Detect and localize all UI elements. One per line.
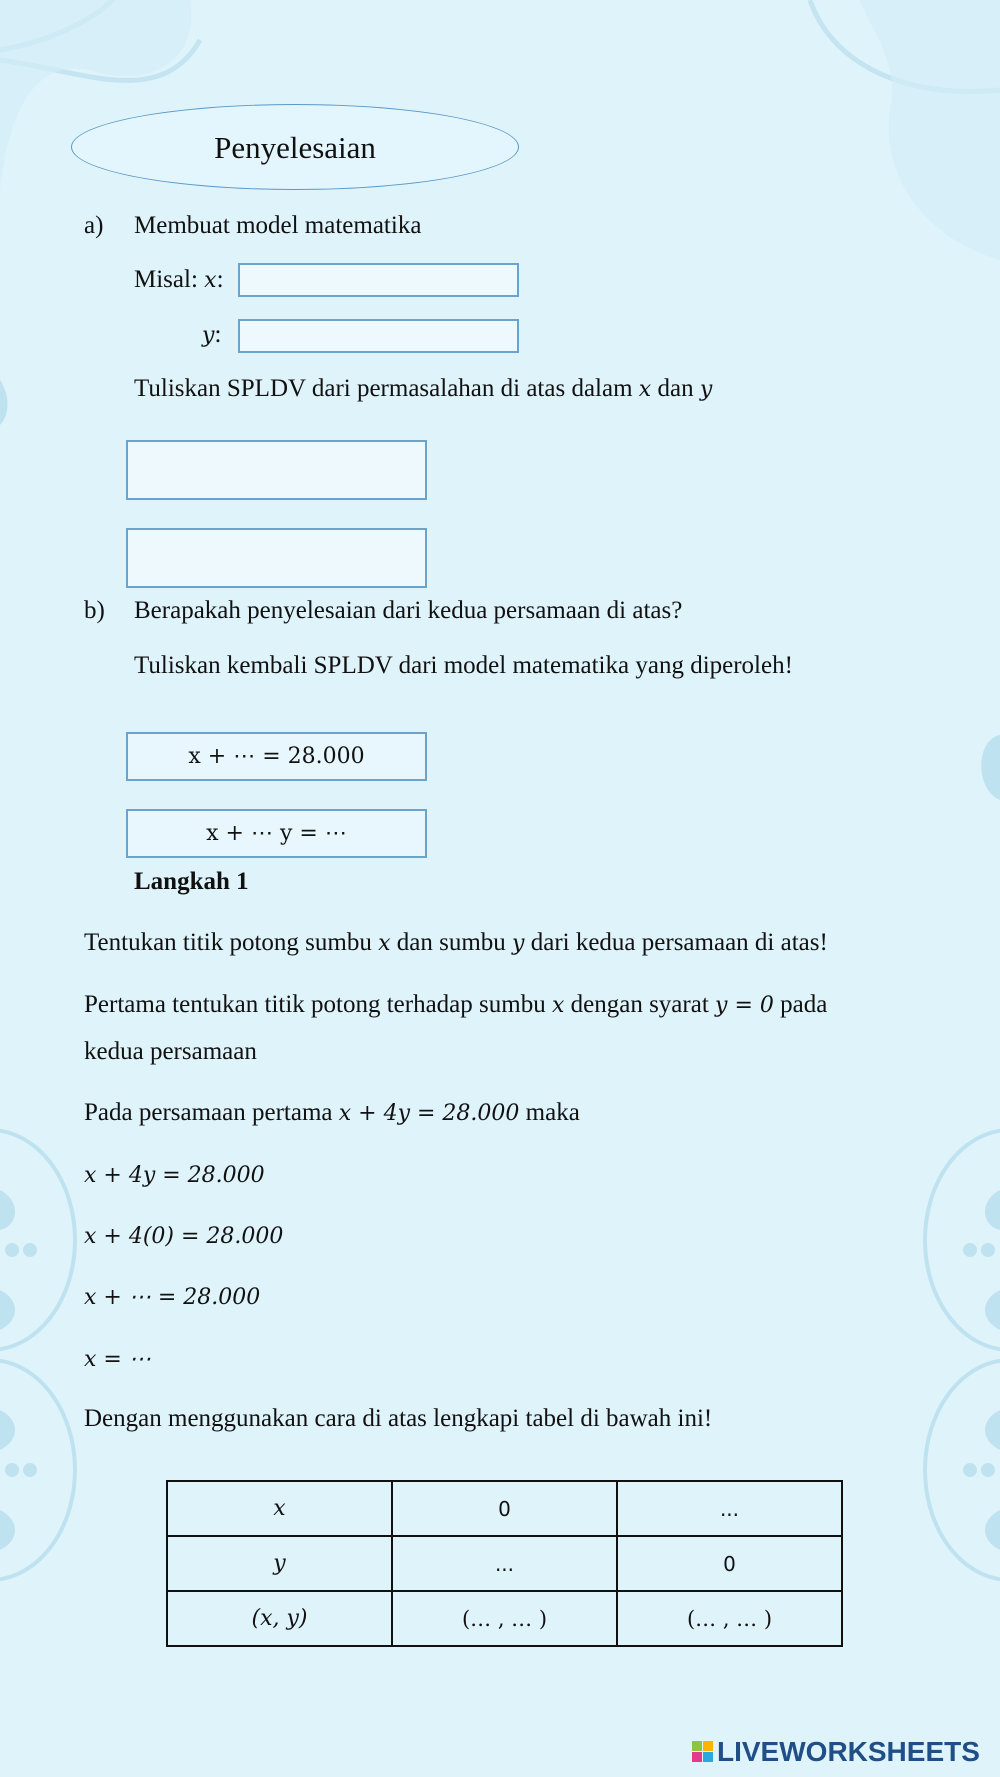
instruction-y: y bbox=[699, 377, 713, 402]
p2-text-a: Pertama tentukan titik potong terhadap sumbu bbox=[84, 991, 546, 1018]
part-b-instruction: Tuliskan kembali SPLDV dari model matematika yang diperoleh! bbox=[134, 652, 793, 679]
step-equation-3: x + ⋯ = 28.000 bbox=[84, 1285, 261, 1310]
table-row bbox=[167, 1536, 842, 1591]
solution-table bbox=[166, 1480, 843, 1647]
p3-text-b: maka bbox=[525, 1099, 580, 1126]
instruction-x: x bbox=[638, 377, 652, 402]
step-equation-1: x + 4y = 28.000 bbox=[84, 1163, 265, 1188]
table-cell: x bbox=[167, 1481, 392, 1536]
y-line bbox=[202, 320, 221, 351]
step-equation-4: x = ⋯ bbox=[84, 1347, 151, 1372]
table-row bbox=[167, 1481, 842, 1536]
p2-condition: y = 0 bbox=[715, 993, 774, 1018]
p3-equation: x + 4y = 28.000 bbox=[338, 1101, 520, 1126]
misal-line bbox=[134, 265, 224, 296]
page-title: Penyelesaian bbox=[214, 130, 376, 165]
var-y: y bbox=[202, 323, 215, 348]
equation-1-input[interactable] bbox=[126, 440, 427, 500]
p1-var-y: y bbox=[512, 931, 525, 956]
table-cell: ... bbox=[617, 1481, 842, 1536]
p1-text-a: Tentukan titik potong sumbu bbox=[84, 929, 372, 956]
table-cell: ... bbox=[392, 1536, 617, 1591]
liveworksheets-logo bbox=[692, 1736, 980, 1768]
var-x: x bbox=[204, 268, 217, 293]
equation-1-display bbox=[126, 732, 427, 781]
logo-text: LIVEWORKSHEETS bbox=[717, 1736, 980, 1767]
paragraph-4: Dengan menggunakan cara di atas lengkapi tabel di bawah ini! bbox=[84, 1405, 713, 1432]
p1-text-c: dari kedua persamaan di atas! bbox=[530, 929, 828, 956]
part-a-label: a) bbox=[84, 212, 104, 239]
table-row bbox=[167, 1591, 842, 1646]
spldv-instruction bbox=[134, 374, 712, 405]
p1-var-x: x bbox=[378, 931, 391, 956]
paragraph-2-line-2: kedua persamaan bbox=[84, 1038, 257, 1065]
part-b-label: b) bbox=[84, 597, 105, 624]
table-cell: 0 bbox=[617, 1536, 842, 1591]
equation-2-display bbox=[126, 809, 427, 858]
step-title: Langkah 1 bbox=[134, 868, 249, 895]
table-cell: y bbox=[167, 1536, 392, 1591]
instruction-prefix: Tuliskan SPLDV dari permasalahan di atas dalam bbox=[134, 375, 633, 402]
p2-text-c: pada bbox=[780, 991, 828, 1018]
table-cell: (x, y) bbox=[167, 1591, 392, 1646]
equation-2-input[interactable] bbox=[126, 528, 427, 588]
colon: : bbox=[216, 266, 224, 293]
p1-text-b: dan sumbu bbox=[396, 929, 506, 956]
logo-mark-icon bbox=[692, 1741, 714, 1763]
paragraph-2 bbox=[84, 990, 827, 1021]
x-definition-input[interactable] bbox=[238, 263, 519, 297]
equation-1-text: x + ⋯ = 28.000 bbox=[188, 744, 365, 769]
p2-var-x: x bbox=[551, 993, 565, 1018]
y-definition-input[interactable] bbox=[238, 319, 519, 353]
paragraph-1 bbox=[84, 928, 828, 959]
colon: : bbox=[214, 321, 222, 348]
part-b-question: Berapakah penyelesaian dari kedua persamaan di atas? bbox=[134, 597, 683, 624]
p2-text-b: dengan syarat bbox=[570, 991, 709, 1018]
table-cell: 0 bbox=[392, 1481, 617, 1536]
equation-2-text: x + ⋯ y = ⋯ bbox=[206, 821, 347, 846]
table-cell: (… , … ) bbox=[617, 1591, 842, 1646]
part-a-heading: Membuat model matematika bbox=[134, 212, 422, 239]
misal-label: Misal: bbox=[134, 266, 198, 293]
paragraph-3 bbox=[84, 1098, 580, 1129]
table-cell: (… , … ) bbox=[392, 1591, 617, 1646]
instruction-and: dan bbox=[657, 375, 694, 402]
p3-text-a: Pada persamaan pertama bbox=[84, 1099, 333, 1126]
step-equation-2: x + 4(0) = 28.000 bbox=[84, 1224, 284, 1249]
